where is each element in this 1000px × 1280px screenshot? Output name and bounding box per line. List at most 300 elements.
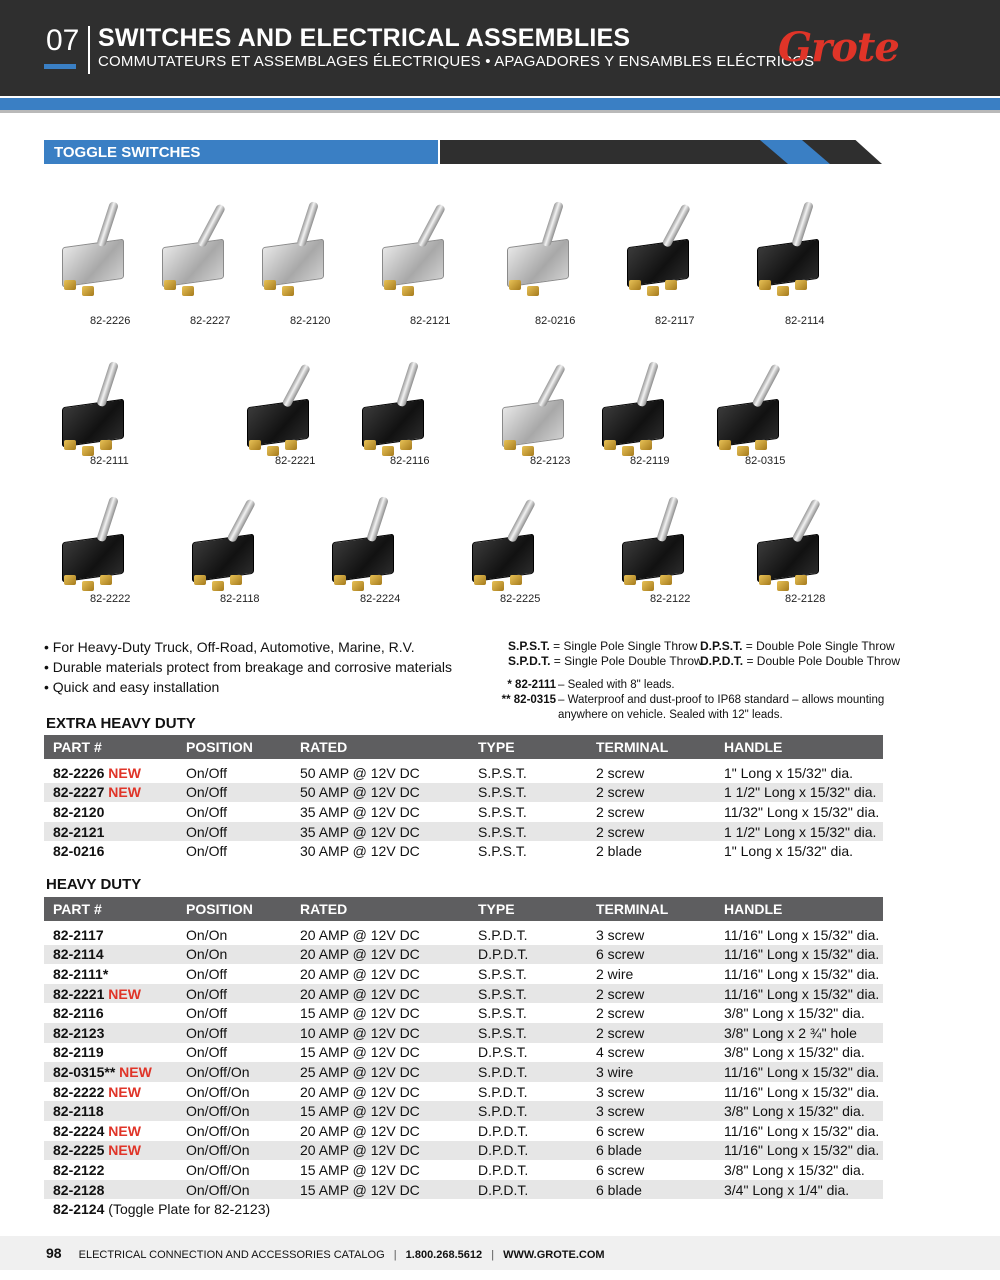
terminal	[647, 286, 659, 296]
cell-handle: 3/8" Long x 15/32" dia.	[724, 1044, 865, 1061]
cell-type: S.P.D.T.	[478, 1083, 528, 1100]
heavy-duty-title: HEAVY DUTY	[46, 876, 142, 893]
header-divider-stripe	[0, 110, 1000, 113]
part-number: 82-2128	[53, 1181, 105, 1198]
cell-terminal: 2 screw	[596, 1024, 645, 1041]
product-code: 82-2111	[90, 455, 129, 467]
cell-handle: 11/32" Long x 15/32" dia.	[724, 803, 880, 820]
footnote	[492, 678, 884, 693]
cell-terminal: 2 screw	[596, 764, 645, 781]
product-code: 82-2122	[650, 593, 691, 605]
product-code: 82-2118	[220, 593, 260, 605]
part-number: 82-2227	[53, 784, 105, 801]
product-tile	[330, 330, 450, 480]
footer-separator: |	[491, 1249, 495, 1261]
terminal	[64, 440, 76, 450]
cell-part	[44, 946, 186, 962]
terminal	[212, 581, 224, 591]
terminal	[777, 581, 789, 591]
legend-key: D.P.D.T.	[700, 654, 744, 668]
cell-handle: 3/4" Long x 1/4" dia.	[724, 1181, 850, 1198]
footnote-key: ** 82-0315	[501, 694, 556, 706]
table-row	[44, 1003, 883, 1023]
part-number: 82-2226	[53, 764, 105, 781]
table-row	[44, 822, 883, 842]
product-code: 82-2226	[90, 315, 131, 327]
cell-rated: 50 AMP @ 12V DC	[300, 764, 420, 781]
legend-value: = Single Pole Single Throw	[549, 639, 698, 653]
legend-value: = Double Pole Double Throw	[743, 654, 900, 668]
cell-terminal: 3 screw	[596, 1083, 645, 1100]
toggle-switch-image	[609, 188, 701, 288]
terminal	[334, 575, 346, 585]
terminal	[509, 280, 521, 290]
product-code: 82-2128	[785, 593, 826, 605]
col-type: TYPE	[478, 901, 515, 917]
product-tile	[215, 330, 335, 480]
cell-terminal: 6 blade	[596, 1181, 642, 1198]
page-subtitle: COMMUTATEURS ET ASSEMBLAGES ÉLECTRIQUES • APAGADORES Y ENSAMBLES ELÉCTRICOS	[98, 53, 815, 70]
cell-handle: 11/16" Long x 15/32" dia.	[724, 1083, 880, 1100]
product-tile	[595, 170, 715, 327]
cell-part	[44, 1064, 186, 1080]
terminal	[660, 575, 672, 585]
cell-handle: 1" Long x 15/32" dia.	[724, 764, 854, 781]
table-body	[44, 921, 883, 1219]
part-number: 82-2114	[53, 946, 104, 963]
terminal	[604, 440, 616, 450]
legend-entry	[508, 639, 700, 654]
part-number: 82-2222	[53, 1083, 105, 1100]
product-tile	[160, 465, 280, 615]
cell-part	[44, 1025, 186, 1041]
part-number: 82-2117	[53, 926, 104, 943]
page-footer	[46, 1245, 605, 1261]
product-code: 82-2224	[360, 593, 401, 605]
cell-type: S.P.S.T.	[478, 1024, 527, 1041]
cell-terminal: 2 wire	[596, 965, 634, 982]
terminal	[777, 286, 789, 296]
cell-position: On/Off/On	[186, 1103, 250, 1120]
cell-rated: 20 AMP @ 12V DC	[300, 965, 420, 982]
part-number: 82-2124	[53, 1201, 105, 1218]
part-number: 82-0216	[53, 843, 105, 860]
part-number: 82-2123	[53, 1024, 105, 1041]
terminal	[100, 440, 112, 450]
product-tile	[30, 330, 150, 480]
cell-position: On/Off/On	[186, 1083, 250, 1100]
section-title: TOGGLE SWITCHES	[54, 144, 201, 161]
cell-position: On/Off/On	[186, 1122, 250, 1139]
cell-type: D.P.S.T.	[478, 1044, 528, 1061]
cell-rated: 50 AMP @ 12V DC	[300, 784, 420, 801]
toggle-switch-image	[314, 483, 406, 583]
cell-part	[44, 966, 186, 982]
cell-terminal: 3 screw	[596, 926, 645, 943]
cell-handle: 11/16" Long x 15/32" dia.	[724, 926, 880, 943]
cell-position: On/Off/On	[186, 1161, 250, 1178]
cell-type: S.P.S.T.	[478, 965, 527, 982]
table-row	[44, 984, 883, 1004]
chapter-underline	[44, 64, 76, 69]
cell-handle: 11/16" Long x 15/32" dia.	[724, 1122, 880, 1139]
terminal	[64, 280, 76, 290]
cell-terminal: 2 blade	[596, 843, 642, 860]
cell-part	[44, 804, 186, 820]
cell-rated: 15 AMP @ 12V DC	[300, 1044, 420, 1061]
toggle-switch-image	[44, 348, 136, 448]
cell-position: On/Off/On	[186, 1142, 250, 1159]
toggle-switch-image	[584, 348, 676, 448]
toggle-switch-image	[44, 483, 136, 583]
col-part: PART #	[53, 901, 102, 917]
cell-terminal: 2 screw	[596, 1005, 645, 1022]
cell-type: S.P.S.T.	[478, 985, 527, 1002]
footnote-continuation: anywhere on vehicle. Sealed with 12" leads.	[558, 709, 783, 721]
terminal	[642, 581, 654, 591]
cell-handle: 1" Long x 15/32" dia.	[724, 843, 854, 860]
terminal	[164, 280, 176, 290]
col-rated: RATED	[300, 739, 348, 755]
terminal	[719, 440, 731, 450]
terminal	[370, 575, 382, 585]
product-tile	[230, 170, 350, 327]
extra-heavy-duty-table	[44, 735, 883, 861]
cell-type: S.P.S.T.	[478, 803, 527, 820]
cell-type: D.P.D.T.	[478, 1161, 529, 1178]
cell-rated: 15 AMP @ 12V DC	[300, 1103, 420, 1120]
feature-item: • For Heavy-Duty Truck, Off-Road, Automotive, Marine, R.V.	[44, 639, 415, 655]
part-number: 82-2122	[53, 1161, 105, 1178]
part-number: 82-2224	[53, 1122, 105, 1139]
terminal	[364, 440, 376, 450]
table-row	[44, 841, 883, 861]
cell-terminal: 3 screw	[596, 1103, 645, 1120]
table-header	[44, 897, 883, 921]
cell-part	[44, 1005, 186, 1021]
new-badge: NEW	[104, 784, 141, 801]
table-row	[44, 964, 883, 984]
grote-logo: Grote	[778, 24, 899, 71]
legend-key: S.P.D.T.	[508, 654, 551, 668]
cell-position: On/Off/On	[186, 1181, 250, 1198]
cell-rated: 20 AMP @ 12V DC	[300, 985, 420, 1002]
cell-handle: 11/16" Long x 15/32" dia.	[724, 985, 880, 1002]
product-gallery	[30, 170, 890, 615]
part-number: 82-2116	[53, 1005, 104, 1022]
new-badge: NEW	[104, 1122, 141, 1139]
table-body	[44, 759, 883, 861]
cell-handle: 1 1/2" Long x 15/32" dia.	[724, 823, 877, 840]
cell-position: On/Off	[186, 803, 227, 820]
terminal	[755, 440, 767, 450]
terminal	[182, 286, 194, 296]
cell-terminal: 6 screw	[596, 946, 645, 963]
terminal	[64, 575, 76, 585]
cell-rated: 30 AMP @ 12V DC	[300, 843, 420, 860]
cell-type: S.P.S.T.	[478, 764, 527, 781]
cell-handle: 1 1/2" Long x 15/32" dia.	[724, 784, 877, 801]
cell-part	[44, 1182, 186, 1198]
cell-position: On/Off	[186, 1005, 227, 1022]
terminal	[249, 440, 261, 450]
table-row	[44, 1023, 883, 1043]
col-handle: HANDLE	[724, 901, 783, 917]
product-code: 82-2222	[90, 593, 131, 605]
product-code: 82-2117	[655, 315, 695, 327]
product-code: 82-0216	[535, 315, 576, 327]
cell-rated: 20 AMP @ 12V DC	[300, 1142, 420, 1159]
table-row	[44, 1082, 883, 1102]
cell-terminal: 2 screw	[596, 803, 645, 820]
product-code: 82-2116	[390, 455, 430, 467]
cell-position: On/On	[186, 946, 228, 963]
legend-entry	[700, 639, 895, 654]
extra-heavy-duty-title: EXTRA HEAVY DUTY	[46, 715, 196, 732]
product-code: 82-2123	[530, 455, 571, 467]
cell-rated: 15 AMP @ 12V DC	[300, 1161, 420, 1178]
terminal	[624, 575, 636, 585]
cell-part	[44, 1162, 186, 1178]
product-tile	[685, 330, 805, 480]
part-number: 82-2120	[53, 803, 105, 820]
cell-rated: 15 AMP @ 12V DC	[300, 1181, 420, 1198]
product-code: 82-2119	[630, 455, 670, 467]
cell-handle: 3/8" Long x 15/32" dia.	[724, 1103, 865, 1120]
product-tile	[725, 465, 845, 615]
cell-part	[44, 843, 186, 859]
product-tile	[300, 465, 420, 615]
table-row	[44, 945, 883, 965]
cell-rated: 10 AMP @ 12V DC	[300, 1024, 420, 1041]
new-badge: NEW	[104, 764, 141, 781]
terminal	[759, 280, 771, 290]
cell-terminal: 6 blade	[596, 1142, 642, 1159]
cell-handle: 11/16" Long x 15/32" dia.	[724, 1142, 880, 1159]
product-code: 82-2225	[500, 593, 541, 605]
new-badge: NEW	[104, 1142, 141, 1159]
col-rated: RATED	[300, 901, 348, 917]
cell-part	[44, 784, 186, 800]
footer-separator: |	[393, 1249, 397, 1261]
col-part: PART #	[53, 739, 102, 755]
header-accent-stripe	[0, 98, 1000, 110]
part-note: (Toggle Plate for 82-2123)	[104, 1201, 271, 1218]
toggle-switch-image	[739, 483, 831, 583]
abbreviation-legend	[508, 639, 900, 669]
part-number: 82-2111*	[53, 965, 109, 982]
feature-list	[44, 637, 452, 697]
website-link[interactable]: WWW.GROTE.COM	[503, 1249, 605, 1261]
terminal	[402, 286, 414, 296]
new-badge: NEW	[115, 1063, 152, 1080]
product-code: 82-2121	[410, 315, 451, 327]
legend-row	[508, 639, 900, 654]
cell-part	[44, 927, 186, 943]
toggle-switch-image	[699, 348, 791, 448]
header-separator	[88, 26, 90, 74]
product-tile	[570, 330, 690, 480]
footnote-key: * 82-2111	[507, 679, 556, 691]
table-row	[44, 1180, 883, 1200]
cell-type: D.P.D.T.	[478, 1142, 529, 1159]
legend-value: = Double Pole Single Throw	[742, 639, 895, 653]
cell-part	[44, 1142, 186, 1158]
terminal	[230, 575, 242, 585]
part-number: 82-2121	[53, 823, 105, 840]
cell-part	[44, 1084, 186, 1100]
cell-terminal: 4 screw	[596, 1044, 645, 1061]
terminal	[759, 575, 771, 585]
terminal	[474, 575, 486, 585]
cell-rated: 15 AMP @ 12V DC	[300, 1005, 420, 1022]
product-code: 82-2114	[785, 315, 825, 327]
table-row	[44, 1160, 883, 1180]
legend-key: S.P.S.T.	[508, 639, 550, 653]
terminal	[264, 280, 276, 290]
table-row	[44, 1141, 883, 1161]
cell-type: S.P.D.T.	[478, 1063, 528, 1080]
terminal	[194, 575, 206, 585]
legend-entry	[508, 654, 703, 669]
cell-rated: 20 AMP @ 12V DC	[300, 926, 420, 943]
cell-part	[44, 765, 186, 781]
cell-handle: 11/16" Long x 15/32" dia.	[724, 1063, 880, 1080]
cell-handle: 11/16" Long x 15/32" dia.	[724, 946, 880, 963]
cell-position: On/Off/On	[186, 1063, 250, 1080]
page-title: SWITCHES AND ELECTRICAL ASSEMBLIES	[98, 24, 631, 52]
cell-rated: 35 AMP @ 12V DC	[300, 803, 420, 820]
cell-rated: 20 AMP @ 12V DC	[300, 1122, 420, 1139]
product-tile	[350, 170, 470, 327]
toggle-switch-image	[364, 188, 456, 288]
cell-position: On/Off	[186, 1024, 227, 1041]
table-row	[44, 1121, 883, 1141]
cell-handle: 3/8" Long x 15/32" dia.	[724, 1005, 865, 1022]
legend-row	[508, 654, 900, 669]
col-type: TYPE	[478, 739, 515, 755]
cell-terminal: 2 screw	[596, 784, 645, 801]
col-terminal: TERMINAL	[596, 739, 669, 755]
table-row	[44, 925, 883, 945]
product-tile	[475, 170, 595, 327]
product-code: 82-0315	[745, 455, 786, 467]
phone-number: 1.800.268.5612	[405, 1249, 483, 1261]
feature-item: • Durable materials protect from breakage and corrosive materials	[44, 659, 452, 675]
toggle-switch-image	[739, 188, 831, 288]
product-tile	[30, 465, 150, 615]
heavy-duty-table	[44, 897, 883, 1219]
cell-rated: 20 AMP @ 12V DC	[300, 946, 420, 963]
toggle-switch-image	[44, 188, 136, 288]
cell-type: D.P.D.T.	[478, 1181, 529, 1198]
cell-terminal: 3 wire	[596, 1063, 634, 1080]
cell-terminal: 6 screw	[596, 1161, 645, 1178]
toggle-switch-image	[604, 483, 696, 583]
product-code: 82-2120	[290, 315, 331, 327]
cell-type: S.P.S.T.	[478, 1005, 527, 1022]
cell-part	[44, 1201, 270, 1217]
cell-rated: 25 AMP @ 12V DC	[300, 1063, 420, 1080]
new-badge: NEW	[104, 1083, 141, 1100]
terminal	[400, 440, 412, 450]
part-number: 82-2221	[53, 985, 105, 1002]
cell-type: S.P.D.T.	[478, 926, 528, 943]
table-row	[44, 1043, 883, 1063]
terminal	[665, 280, 677, 290]
table-row	[44, 783, 883, 803]
table-row	[44, 1062, 883, 1082]
legend-entry	[700, 654, 900, 669]
product-tile	[725, 170, 845, 327]
part-number: 82-2119	[53, 1044, 104, 1061]
cell-type: S.P.S.T.	[478, 784, 527, 801]
cell-type: S.P.S.T.	[478, 823, 527, 840]
cell-type: D.P.D.T.	[478, 946, 529, 963]
feature-item: • Quick and easy installation	[44, 679, 220, 695]
product-tile	[590, 465, 710, 615]
terminal	[82, 286, 94, 296]
terminal	[504, 440, 516, 450]
terminal	[285, 440, 297, 450]
cell-type: S.P.D.T.	[478, 1103, 528, 1120]
terminal	[795, 575, 807, 585]
legend-value: = Single Pole Double Throw	[550, 654, 703, 668]
catalog-name: ELECTRICAL CONNECTION AND ACCESSORIES CATALOG	[78, 1249, 385, 1261]
cell-rated: 20 AMP @ 12V DC	[300, 1083, 420, 1100]
terminal	[527, 286, 539, 296]
table-row	[44, 763, 883, 783]
col-position: POSITION	[186, 901, 253, 917]
cell-part	[44, 1044, 186, 1060]
terminal	[640, 440, 652, 450]
cell-position: On/Off	[186, 965, 227, 982]
cell-part	[44, 986, 186, 1002]
cell-terminal: 2 screw	[596, 985, 645, 1002]
toggle-switch-image	[454, 483, 546, 583]
terminal	[100, 575, 112, 585]
chapter-number: 07	[46, 24, 80, 57]
terminal	[282, 286, 294, 296]
toggle-switch-image	[344, 348, 436, 448]
toggle-switch-image	[489, 188, 581, 288]
new-badge: NEW	[104, 985, 141, 1002]
table-row	[44, 1101, 883, 1121]
footnote	[492, 693, 884, 708]
cell-part	[44, 824, 186, 840]
toggle-switch-image	[244, 188, 336, 288]
table-row	[44, 1199, 883, 1219]
terminal	[795, 280, 807, 290]
cell-handle: 11/16" Long x 15/32" dia.	[724, 965, 880, 982]
cell-position: On/Off	[186, 843, 227, 860]
table-header	[44, 735, 883, 759]
terminal	[510, 575, 522, 585]
legend-key: D.P.S.T.	[700, 639, 743, 653]
cell-position: On/On	[186, 926, 228, 943]
part-number: 82-0315**	[53, 1063, 116, 1080]
table-row	[44, 802, 883, 822]
toggle-switch-image	[144, 188, 236, 288]
footnotes	[492, 678, 884, 723]
terminal	[629, 280, 641, 290]
page-number: 98	[46, 1245, 62, 1261]
footnote-text: – Sealed with 8" leads.	[558, 679, 675, 691]
cell-part	[44, 1103, 186, 1119]
toggle-switch-image	[229, 348, 321, 448]
toggle-switch-image	[484, 348, 576, 448]
cell-rated: 35 AMP @ 12V DC	[300, 823, 420, 840]
